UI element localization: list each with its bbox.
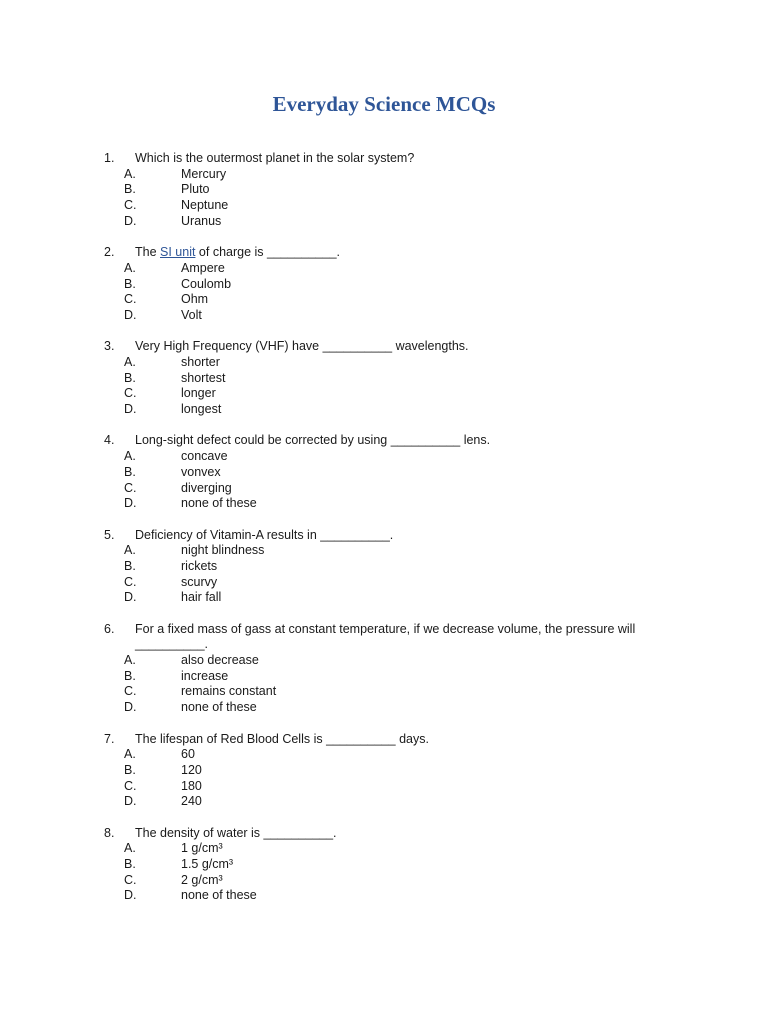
question-number: 2. [104, 245, 115, 260]
option-letter: A. [124, 354, 136, 369]
question-text: The density of water is __________. [135, 825, 337, 840]
question-8 [0, 826, 768, 904]
option-letter: B. [124, 464, 136, 479]
option-text: 1.5 g/cm³ [181, 857, 234, 872]
option-c [0, 575, 768, 591]
option-list [0, 747, 768, 810]
question-number: 5. [104, 527, 115, 542]
question-text [135, 622, 672, 653]
option-b [0, 559, 768, 575]
option-c [0, 873, 768, 889]
option-list [0, 841, 768, 904]
option-c [0, 198, 768, 214]
option-letter: D. [124, 213, 137, 228]
option-text: Volt [181, 307, 202, 322]
option-d [0, 590, 768, 606]
question-4 [0, 433, 768, 511]
question-number: 7. [104, 731, 115, 746]
question-text: Long-sight defect could be corrected by using __________ lens. [135, 433, 491, 448]
option-a [0, 747, 768, 763]
question-text: The lifespan of Red Blood Cells is __________ days. [135, 731, 429, 746]
option-text: none of these [181, 496, 257, 511]
option-text: none of these [181, 888, 257, 903]
option-letter: B. [124, 762, 136, 777]
option-letter: A. [124, 166, 136, 181]
option-text: 180 [181, 778, 202, 793]
option-letter: C. [124, 872, 137, 887]
question-text: Deficiency of Vitamin-A results in __________. [135, 527, 394, 542]
option-text: shortest [181, 370, 226, 385]
option-text: 1 g/cm³ [181, 841, 223, 856]
option-letter: D. [124, 402, 137, 417]
option-d [0, 700, 768, 716]
option-text: longest [181, 402, 222, 417]
option-d [0, 214, 768, 230]
option-a [0, 543, 768, 559]
option-text: 240 [181, 794, 202, 809]
option-c [0, 292, 768, 308]
question-number: 8. [104, 825, 115, 840]
option-a [0, 653, 768, 669]
option-c [0, 684, 768, 700]
option-letter: B. [124, 276, 136, 291]
option-letter: C. [124, 480, 137, 495]
question-text-line-1: For a fixed mass of gass at constant temperature, if we decrease volume, the pressure will [135, 621, 636, 636]
option-text: vonvex [181, 464, 221, 479]
option-b [0, 763, 768, 779]
option-text: 60 [181, 747, 195, 762]
option-text: Uranus [181, 213, 222, 228]
option-text: rickets [181, 558, 218, 573]
question-number: 6. [104, 621, 115, 636]
option-text: increase [181, 668, 229, 683]
option-a [0, 167, 768, 183]
option-text: none of these [181, 700, 257, 715]
option-letter: C. [124, 198, 137, 213]
option-letter: A. [124, 841, 136, 856]
option-letter: B. [124, 668, 136, 683]
option-b [0, 182, 768, 198]
option-d [0, 402, 768, 418]
option-a [0, 449, 768, 465]
question-text: Very High Frequency (VHF) have __________ wavelengths. [135, 339, 469, 354]
option-letter: B. [124, 558, 136, 573]
option-letter: B. [124, 370, 136, 385]
option-b [0, 277, 768, 293]
option-text: 120 [181, 762, 202, 777]
option-c [0, 779, 768, 795]
option-text: scurvy [181, 574, 218, 589]
option-text: concave [181, 449, 228, 464]
option-text: diverging [181, 480, 232, 495]
question-3 [0, 339, 768, 417]
option-d [0, 794, 768, 810]
option-letter: C. [124, 778, 137, 793]
option-text: night blindness [181, 543, 265, 558]
option-letter: A. [124, 543, 136, 558]
option-text: hair fall [181, 590, 222, 605]
option-text: longer [181, 386, 216, 401]
option-b [0, 465, 768, 481]
option-letter: D. [124, 888, 137, 903]
question-text: Which is the outermost planet in the solar system? [135, 151, 415, 165]
option-list [0, 355, 768, 418]
option-letter: B. [124, 182, 136, 197]
option-list [0, 449, 768, 512]
option-letter: D. [124, 496, 137, 511]
option-c [0, 481, 768, 497]
option-list [0, 167, 768, 230]
option-letter: C. [124, 574, 137, 589]
option-letter: A. [124, 653, 136, 668]
question-6 [0, 622, 768, 716]
option-list [0, 653, 768, 716]
option-text: Neptune [181, 198, 229, 213]
option-d [0, 308, 768, 324]
option-text: also decrease [181, 653, 259, 668]
option-text: 2 g/cm³ [181, 872, 223, 887]
option-letter: D. [124, 700, 137, 715]
question-text [135, 245, 668, 261]
option-letter: C. [124, 292, 137, 307]
option-a [0, 261, 768, 277]
option-text: Pluto [181, 182, 210, 197]
option-b [0, 669, 768, 685]
option-a [0, 355, 768, 371]
question-number: 3. [104, 339, 115, 354]
option-letter: D. [124, 590, 137, 605]
option-letter: C. [124, 684, 137, 699]
option-list [0, 261, 768, 324]
question-1 [0, 151, 768, 229]
option-b [0, 857, 768, 873]
question-7 [0, 732, 768, 810]
option-a [0, 841, 768, 857]
option-letter: D. [124, 794, 137, 809]
question-2 [0, 245, 768, 323]
option-letter: C. [124, 386, 137, 401]
question-number: 4. [104, 433, 115, 448]
question-number: 1. [104, 151, 115, 165]
option-letter: D. [124, 307, 137, 322]
question-5 [0, 528, 768, 606]
option-list [0, 543, 768, 606]
option-text: Ampere [181, 260, 225, 275]
option-letter: A. [124, 747, 136, 762]
option-letter: A. [124, 260, 136, 275]
option-d [0, 496, 768, 512]
question-text-line-2: __________. [135, 637, 208, 652]
option-text: Ohm [181, 292, 209, 307]
question-list [0, 151, 768, 920]
option-text: Coulomb [181, 276, 232, 291]
option-text: Mercury [181, 166, 227, 181]
question-text-before: The [135, 245, 161, 260]
si-unit-link[interactable]: SI unit [160, 245, 196, 260]
option-letter: B. [124, 857, 136, 872]
page-title: Everyday Science MCQs [272, 92, 496, 116]
question-text-after: of charge is __________. [195, 245, 341, 260]
option-b [0, 371, 768, 387]
option-text: shorter [181, 354, 220, 369]
option-c [0, 386, 768, 402]
option-text: remains constant [181, 684, 277, 699]
option-d [0, 888, 768, 904]
option-letter: A. [124, 449, 136, 464]
